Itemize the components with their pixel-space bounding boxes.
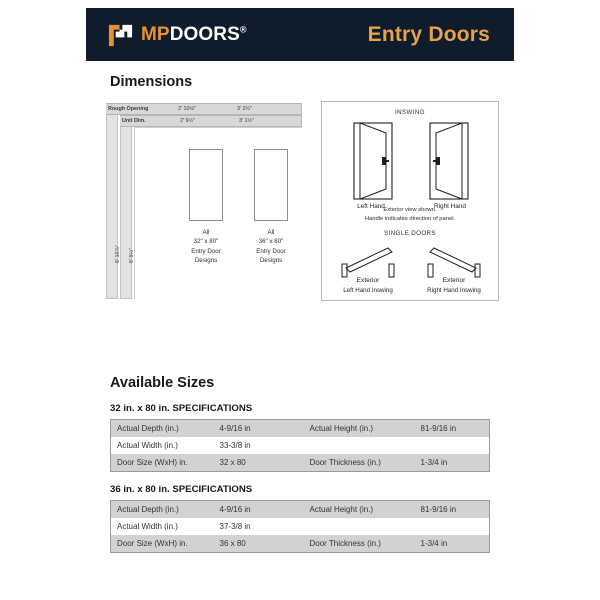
cell-width-value-36: 37-3/8 in	[214, 518, 304, 535]
cell-thickness-label-32: Door Thickness (in.)	[304, 454, 415, 472]
single-doors-title: SINGLE DOORS	[384, 230, 436, 237]
page-title: Entry Doors	[367, 22, 490, 46]
cell-empty-label-36	[304, 518, 415, 535]
door-outline-36	[254, 149, 288, 221]
swing-note-line2: Handle indicates direction of panel.	[364, 215, 456, 222]
cell-width-label-36: Actual Width (in.)	[111, 518, 214, 535]
door-figure-32-line4: Designs	[194, 256, 218, 264]
table-row	[111, 501, 490, 519]
cell-depth-label-36: Actual Depth (in.)	[111, 501, 214, 519]
spec-title-36: 36 in. x 80 in. SPECIFICATIONS	[110, 484, 253, 495]
swing-notes	[322, 206, 498, 223]
cell-empty-value-36	[415, 518, 490, 535]
cell-empty-label-32	[304, 437, 415, 454]
rough-opening-value-36: 3' 2¼"	[237, 106, 252, 112]
cell-depth-value-32: 4-9/16 in	[214, 420, 304, 438]
door-figure-36-line1: All	[267, 229, 275, 236]
door-figure-32-line3: Entry Door	[191, 247, 221, 255]
table-row	[111, 518, 490, 535]
cell-width-value-32: 33-3/8 in	[214, 437, 304, 454]
exterior-right-sub: Right Hand Inswing	[427, 286, 481, 294]
table-row	[111, 454, 490, 472]
rough-opening-height-bar	[106, 115, 118, 299]
door-figure-32-line2: 32" x 80"	[193, 238, 219, 246]
exterior-left-hand-group	[326, 276, 410, 295]
rough-opening-label: Rough Opening	[108, 106, 149, 112]
cell-height-value-32: 81-9/16 in	[415, 420, 490, 438]
unit-dim-value-32: 2' 9½"	[180, 118, 195, 124]
unit-dim-value-36: 3' 1½"	[239, 118, 254, 124]
inswing-title: INSWING	[395, 109, 425, 116]
cell-doorsize-value-32: 32 x 80	[214, 454, 304, 472]
dimension-diagram	[106, 103, 302, 299]
cell-thickness-label-36: Door Thickness (in.)	[304, 535, 415, 553]
door-outline-32	[189, 149, 223, 221]
door-figure-32	[178, 149, 234, 265]
exterior-right-title: Exterior	[442, 277, 466, 284]
cell-thickness-value-32: 1-3/4 in	[415, 454, 490, 472]
cell-width-label-32: Actual Width (in.)	[111, 437, 214, 454]
door-figure-32-line1: All	[202, 229, 210, 236]
cell-doorsize-value-36: 36 x 80	[214, 535, 304, 553]
page-header	[86, 8, 514, 61]
cell-doorsize-label-36: Door Size (WxH) in.	[111, 535, 214, 553]
table-row	[111, 535, 490, 553]
unit-dim-label: Unit Dim.	[122, 118, 146, 124]
unit-dim-height-bar	[120, 127, 132, 299]
cell-height-value-36: 81-9/16 in	[415, 501, 490, 519]
inswing-door-icons	[352, 121, 470, 201]
cell-empty-value-32	[415, 437, 490, 454]
brand-logo	[107, 21, 247, 48]
table-row	[111, 437, 490, 454]
exterior-left-title: Exterior	[356, 277, 380, 284]
swing-direction-diagram	[321, 101, 499, 301]
diagram-left-rule	[134, 127, 135, 299]
cell-height-label-36: Actual Height (in.)	[304, 501, 415, 519]
exterior-left-sub: Left Hand Inswing	[343, 286, 393, 294]
door-figure-36	[243, 149, 299, 265]
spec-table-36	[110, 500, 490, 553]
unit-dim-height-label: 6' 9½"	[129, 248, 135, 263]
door-figure-36-line2: 36" x 80"	[258, 238, 284, 246]
cell-depth-label-32: Actual Depth (in.)	[111, 420, 214, 438]
door-figure-36-line3: Entry Door	[256, 247, 286, 255]
spec-table-32	[110, 419, 490, 472]
diagram-top-rule	[134, 127, 302, 128]
cell-height-label-32: Actual Height (in.)	[304, 420, 415, 438]
available-sizes-heading: Available Sizes	[110, 375, 215, 391]
unit-dim-bar	[120, 115, 302, 127]
cell-depth-value-36: 4-9/16 in	[214, 501, 304, 519]
cell-thickness-value-36: 1-3/4 in	[415, 535, 490, 553]
logo-trademark: ®	[239, 24, 247, 35]
swing-note-line1: Exterior view shown.	[383, 207, 437, 213]
right-hand-label: Right Hand	[434, 203, 466, 210]
brand-logo-text	[141, 25, 247, 44]
logo-mp-text: MP	[141, 24, 170, 45]
spec-title-32: 32 in. x 80 in. SPECIFICATIONS	[110, 403, 253, 414]
single-door-plan-icons	[336, 242, 486, 278]
door-figure-36-line4: Designs	[259, 256, 283, 264]
cell-doorsize-label-32: Door Size (WxH) in.	[111, 454, 214, 472]
table-row	[111, 420, 490, 438]
logo-doors-text: DOORS	[169, 24, 240, 45]
dimensions-heading: Dimensions	[110, 74, 193, 90]
exterior-right-hand-group	[412, 276, 496, 295]
rough-opening-height-label: 6' 10⅞"	[115, 245, 121, 263]
left-hand-label: Left Hand	[357, 203, 385, 210]
rough-opening-value-32: 2' 10⅛"	[178, 106, 196, 112]
mpdoors-logo-icon	[107, 21, 134, 48]
